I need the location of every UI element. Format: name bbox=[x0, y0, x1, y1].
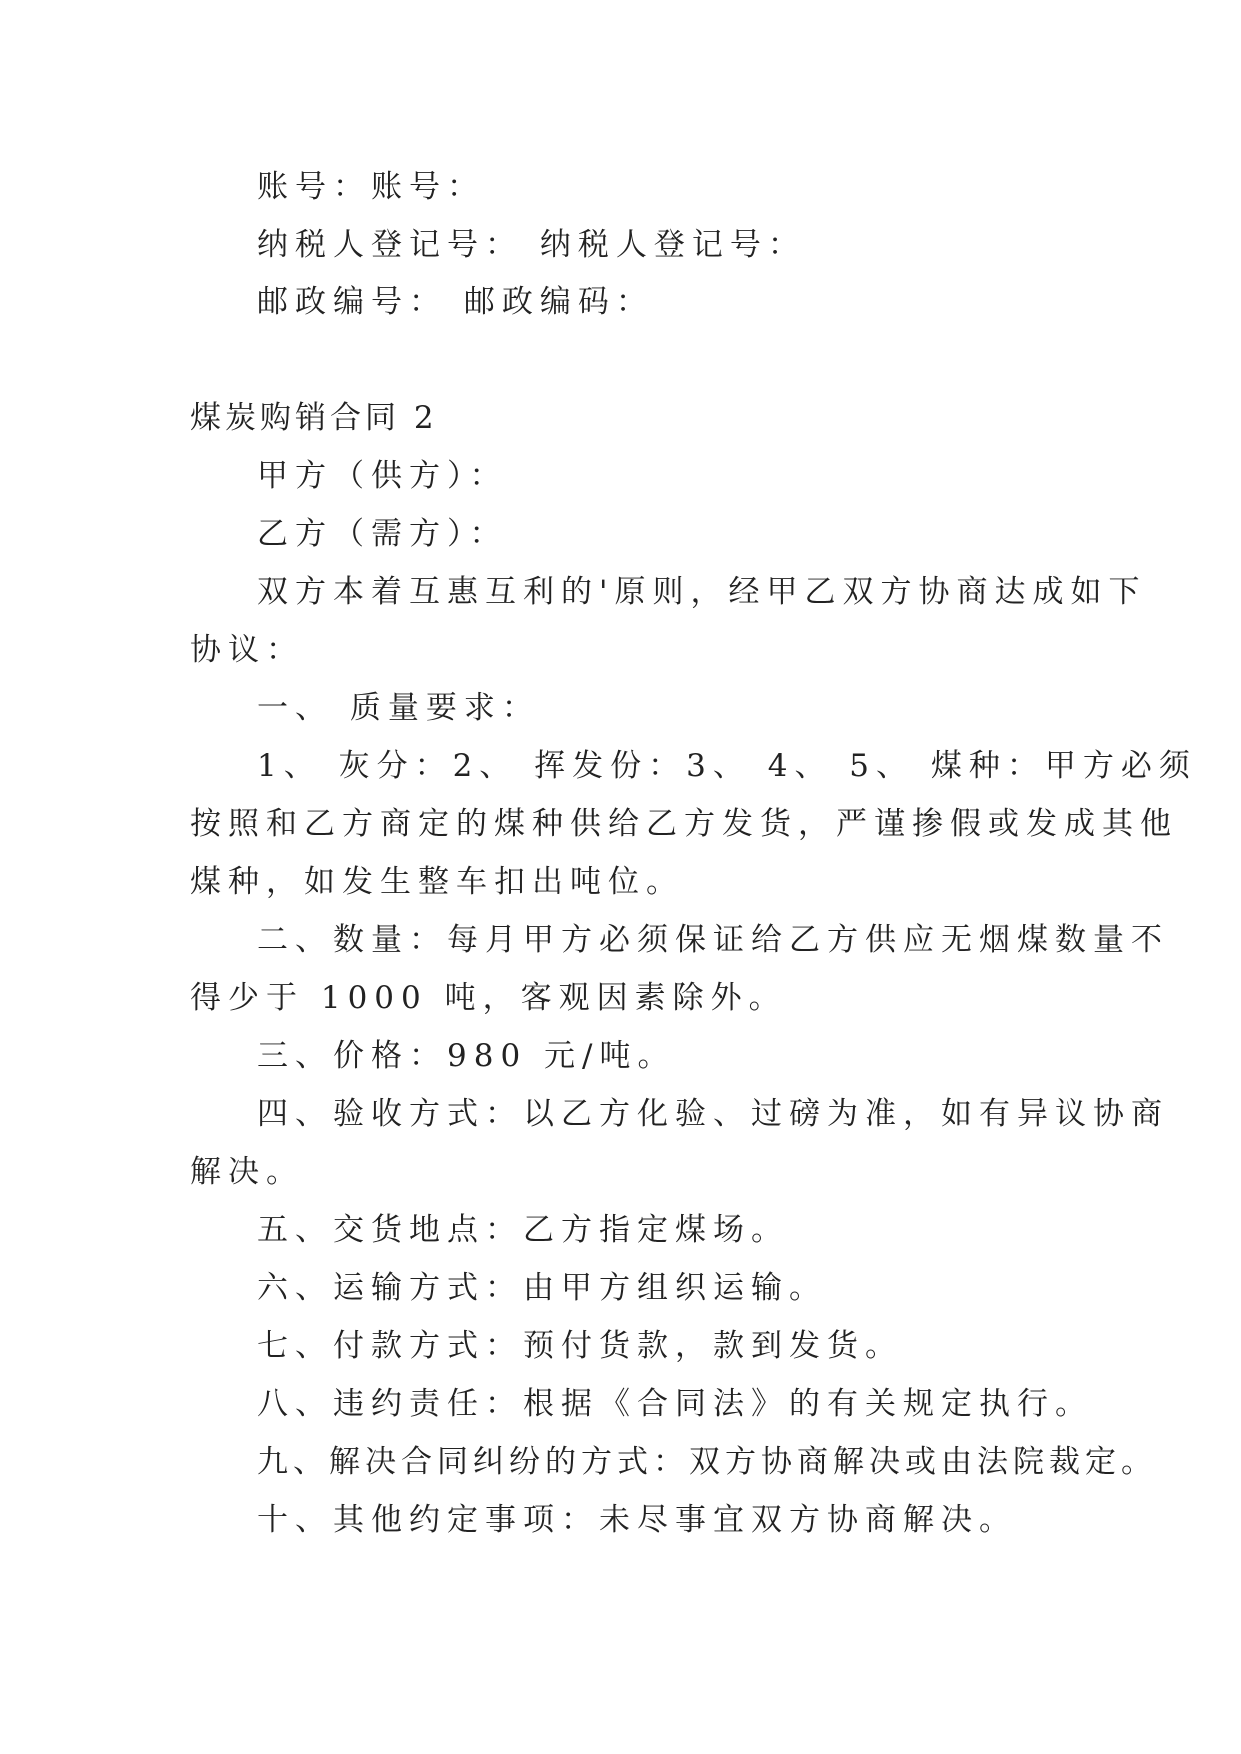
clause-other: 十、其他约定事项：未尽事宜双方协商解决。 bbox=[257, 1502, 1017, 1538]
party-b-line: 乙方（需方）： bbox=[257, 516, 508, 552]
postal-code-line: 邮政编号： 邮政编码： bbox=[257, 284, 654, 320]
account-number-line: 账号：账号： bbox=[257, 169, 485, 205]
contract-title: 煤炭购销合同 2 bbox=[190, 400, 438, 436]
clause-transport: 六、运输方式：由甲方组织运输。 bbox=[257, 1270, 827, 1306]
clause-quality-line-2: 按照和乙方商定的煤种供给乙方发货，严谨掺假或发成其他 bbox=[190, 806, 1178, 842]
clause-liability: 八、违约责任：根据《合同法》的有关规定执行。 bbox=[257, 1386, 1093, 1422]
preamble-line-1: 双方本着互惠互利的'原则，经甲乙双方协商达成如下 bbox=[257, 574, 1147, 610]
clause-quantity-line-2: 得少于 1000 吨，客观因素除外。 bbox=[190, 980, 787, 1016]
clause-dispute: 九、解决合同纠纷的方式：双方协商解决或由法院裁定。 bbox=[257, 1444, 1157, 1480]
clause-quality-line-3: 煤种，如发生整车扣出吨位。 bbox=[190, 864, 684, 900]
preamble-line-2: 协议： bbox=[190, 632, 304, 668]
clause-payment: 七、付款方式：预付货款，款到发货。 bbox=[257, 1328, 903, 1364]
clause-quantity-line-1: 二、数量：每月甲方必须保证给乙方供应无烟煤数量不 bbox=[257, 922, 1169, 958]
clause-quality-heading: 一、 质量要求： bbox=[257, 690, 540, 726]
clause-acceptance-line-1: 四、验收方式：以乙方化验、过磅为准，如有异议协商 bbox=[257, 1096, 1169, 1132]
party-a-line: 甲方（供方）： bbox=[257, 458, 508, 494]
clause-quality-line-1: 1、 灰分：2、 挥发份：3、 4、 5、 煤种：甲方必须 bbox=[257, 748, 1197, 784]
clause-delivery-place: 五、交货地点：乙方指定煤场。 bbox=[257, 1212, 789, 1248]
clause-price: 三、价格：980 元/吨。 bbox=[257, 1038, 676, 1074]
taxpayer-id-line: 纳税人登记号： 纳税人登记号： bbox=[257, 227, 806, 263]
clause-acceptance-line-2: 解决。 bbox=[190, 1154, 304, 1190]
